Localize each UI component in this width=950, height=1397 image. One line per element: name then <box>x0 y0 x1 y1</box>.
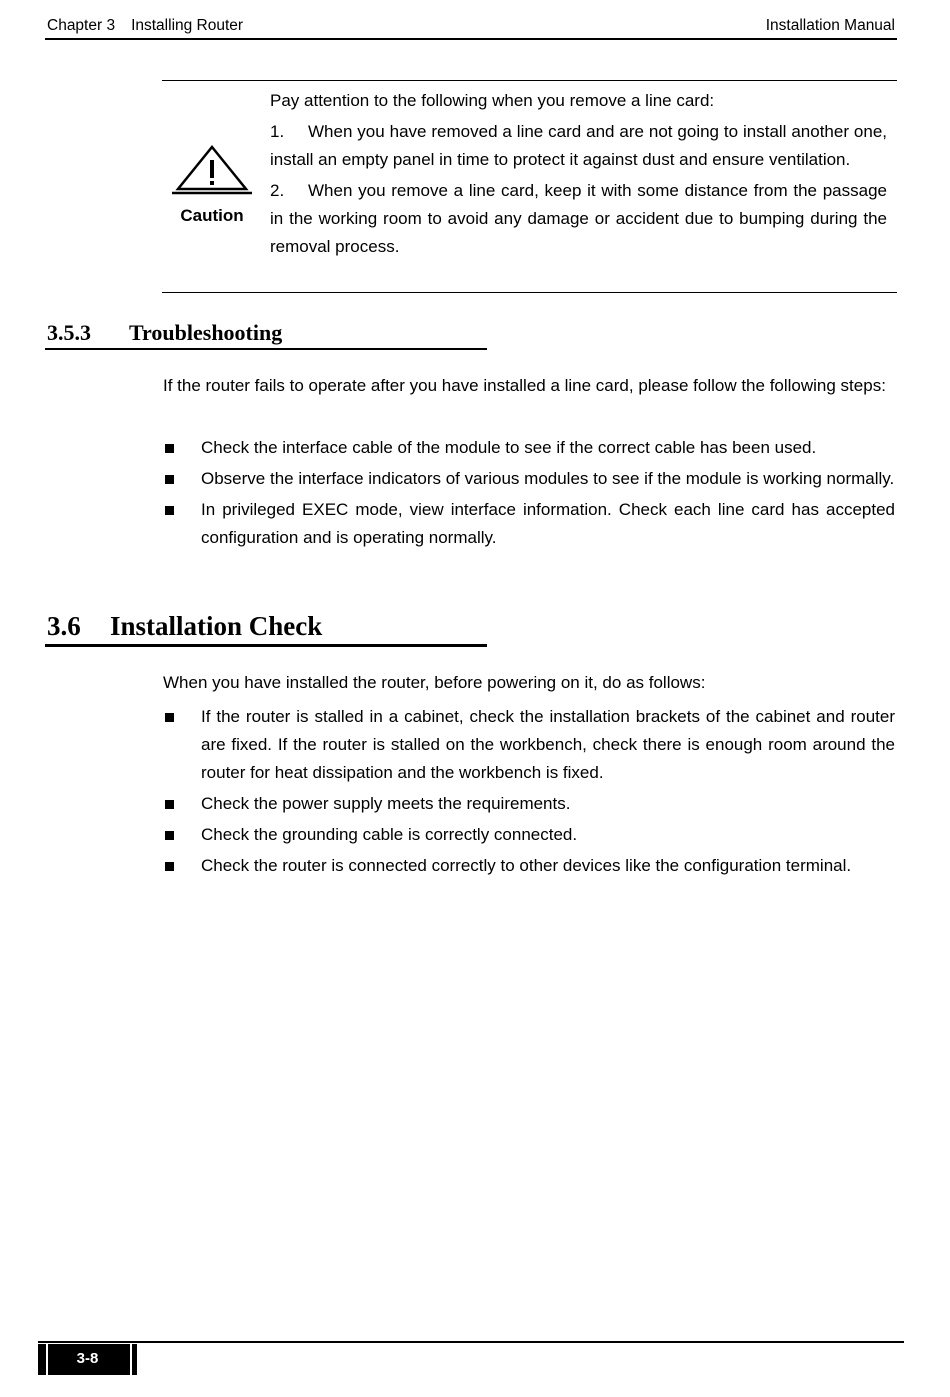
square-bullet-icon <box>165 831 174 840</box>
list-item <box>163 790 895 818</box>
section-title: Troubleshooting <box>129 320 283 345</box>
list-item <box>163 852 895 880</box>
list-item-text: In privileged EXEC mode, view interface information. Check each line card has accepted configuration and is operating normally. <box>201 500 895 547</box>
square-bullet-icon <box>165 475 174 484</box>
troubleshooting-steps <box>163 434 895 555</box>
section-title: Installation Check <box>110 611 323 641</box>
caution-text <box>270 87 887 261</box>
list-item <box>163 465 895 493</box>
caution-item-number: 1. <box>270 122 285 141</box>
caution-item-text: When you have removed a line card and are not going to install another one, install an empty panel in time to protect it against dust and ensure ventilation. <box>270 122 887 169</box>
section-number: 3.6 <box>47 611 81 641</box>
list-item-text: Check the interface cable of the module to see if the correct cable has been used. <box>201 438 817 457</box>
paragraph: When you have installed the router, before powering on it, do as follows: <box>163 673 706 692</box>
list-item-text: Check the grounding cable is correctly connected. <box>201 825 578 844</box>
caution-box <box>162 80 897 293</box>
caution-item-text: When you remove a line card, keep it with some distance from the passage in the working room to avoid any damage or accident due to bumping during the removal process. <box>270 181 887 256</box>
header-chapter-title: Installing Router <box>131 17 244 34</box>
square-bullet-icon <box>165 713 174 722</box>
caution-item <box>270 177 887 261</box>
caution-item-number: 2. <box>270 181 285 200</box>
list-item <box>163 434 895 462</box>
list-item-text: Observe the interface indicators of various modules to see if the module is working normally. <box>201 469 895 488</box>
page-header <box>45 16 897 40</box>
installation-check-list <box>163 703 895 883</box>
installation-check-intro <box>163 669 895 697</box>
list-item-text: Check the router is connected correctly to other devices like the configuration terminal. <box>201 856 852 875</box>
caution-intro: Pay attention to the following when you remove a line card: <box>270 91 715 110</box>
section-heading-installation-check <box>45 609 487 647</box>
header-manual-title: Installation Manual <box>765 17 895 34</box>
square-bullet-icon <box>165 444 174 453</box>
square-bullet-icon <box>165 862 174 871</box>
page-number: 3-8 <box>76 1350 99 1367</box>
section-number: 3.5.3 <box>47 320 91 345</box>
caution-item <box>270 118 887 174</box>
list-item <box>163 821 895 849</box>
list-item-text: Check the power supply meets the requirements. <box>201 794 571 813</box>
header-chapter <box>47 17 243 35</box>
list-item <box>163 703 895 787</box>
list-item <box>163 496 895 552</box>
warning-triangle-icon <box>172 143 252 197</box>
caution-label: Caution <box>180 206 244 225</box>
troubleshooting-intro <box>163 372 895 400</box>
square-bullet-icon <box>165 800 174 809</box>
footer-rule <box>38 1341 904 1343</box>
square-bullet-icon <box>165 506 174 515</box>
paragraph: If the router fails to operate after you have installed a line card, please follow the following steps: <box>163 376 886 395</box>
section-heading-troubleshooting <box>45 318 487 350</box>
header-chapter-number: Chapter 3 <box>47 17 116 34</box>
list-item-text: If the router is stalled in a cabinet, check the installation brackets of the cabinet and router are fixed. If the router is stalled on the workbench, check there is enough room around the router for heat dissipation and the workbench is fixed. <box>201 707 895 782</box>
page-number-box <box>38 1344 137 1375</box>
